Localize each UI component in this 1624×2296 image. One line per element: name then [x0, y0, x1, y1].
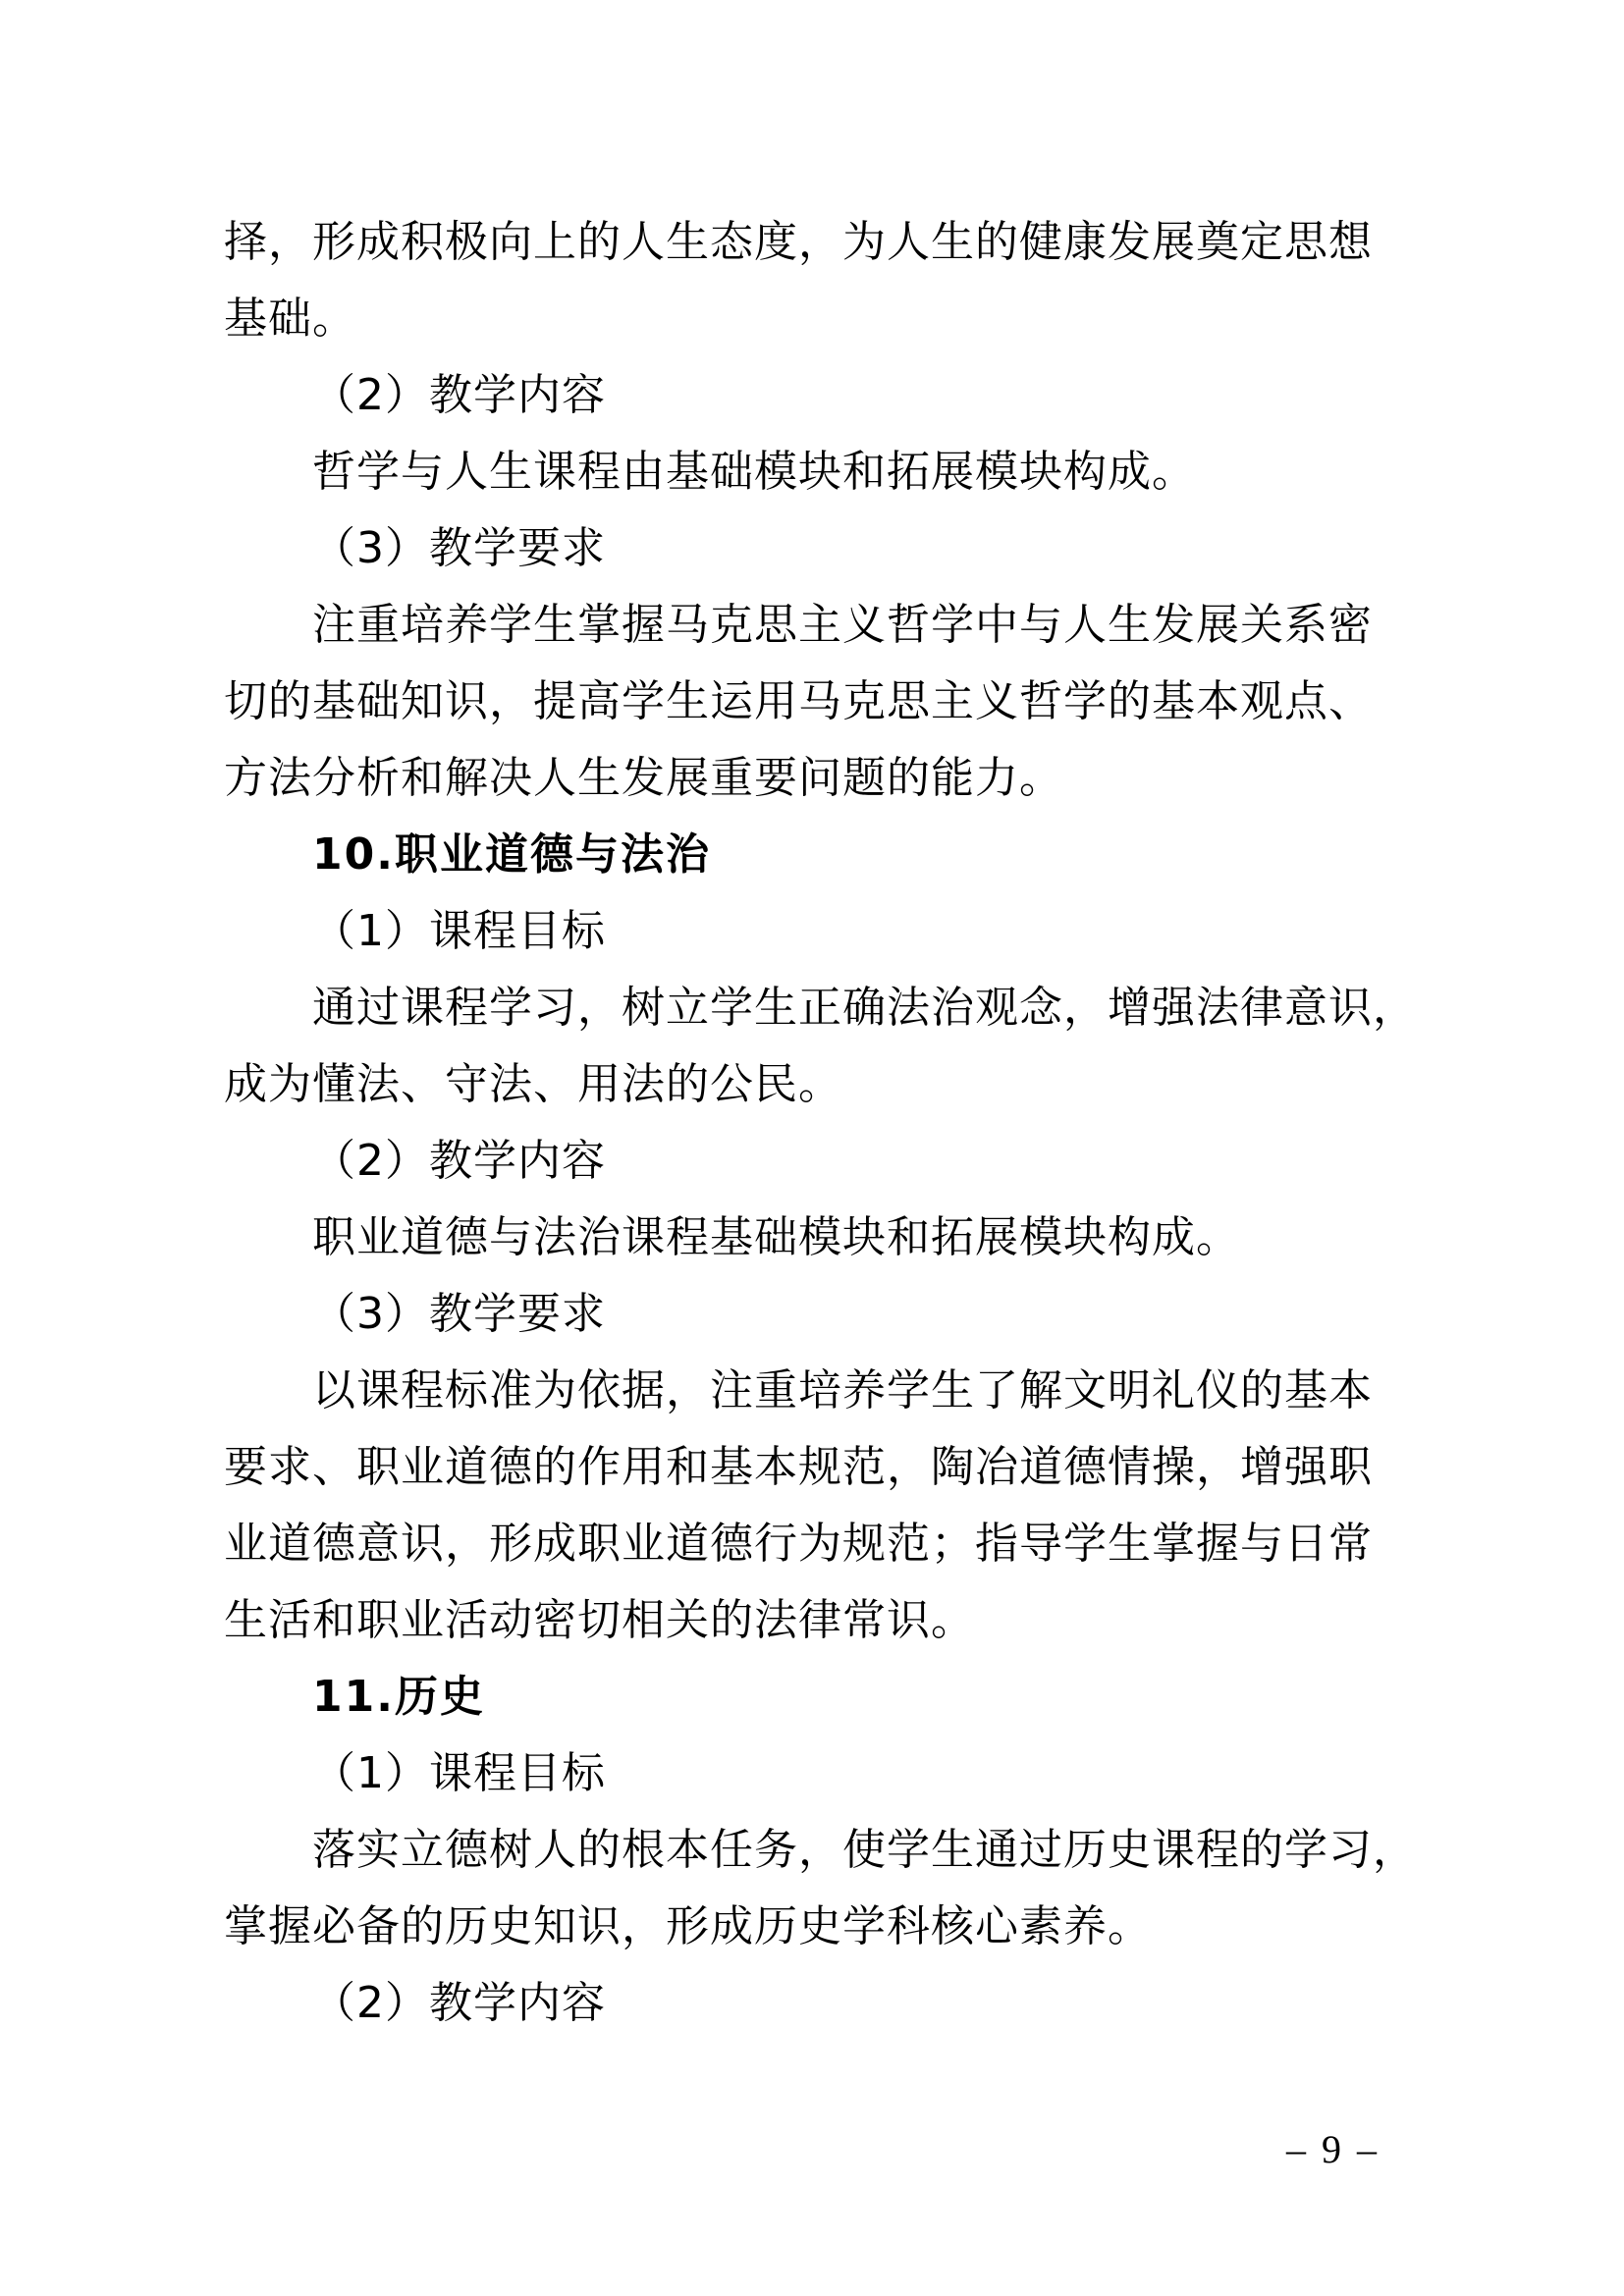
text-line: （3）教学要求 [312, 1289, 606, 1339]
text-line: 哲学与人生课程由基础模块和拓展模块构成。 [312, 447, 1196, 497]
text-line: （3）教学要求 [312, 523, 606, 573]
text-line: （2）教学内容 [312, 1136, 606, 1186]
text-line: 掌握必备的历史知识，形成历史学科核心素养。 [224, 1901, 1152, 1951]
text-line: 以课程标准为依据，注重培养学生了解文明礼仪的基本 [312, 1365, 1373, 1415]
text-line: 业道德意识，形成职业道德行为规范；指导学生掌握与日常 [224, 1519, 1373, 1569]
text-line: （1）课程目标 [312, 1748, 606, 1798]
text-line: （2）教学内容 [312, 1978, 606, 2028]
text-line: （1）课程目标 [312, 906, 606, 956]
text-line: 基础。 [224, 294, 356, 344]
document-body [224, 204, 1417, 2042]
text-line: （2）教学内容 [312, 370, 606, 420]
text-line: 切的基础知识，提高学生运用马克思主义哲学的基本观点、 [224, 676, 1373, 726]
text-line: 成为懂法、守法、用法的公民。 [224, 1059, 842, 1109]
text-line: 通过课程学习，树立学生正确法治观念，增强法律意识， [312, 983, 1417, 1033]
section-heading: 11.历史 [312, 1672, 485, 1722]
page-number: – 9 – [1286, 2127, 1377, 2171]
text-line: 职业道德与法治课程基础模块和拓展模块构成。 [312, 1212, 1240, 1262]
text-line: 落实立德树人的根本任务，使学生通过历史课程的学习， [312, 1825, 1417, 1875]
text-line: 择，形成积极向上的人生态度，为人生的健康发展奠定思想 [224, 217, 1373, 267]
text-line: 要求、职业道德的作用和基本规范，陶冶道德情操，增强职 [224, 1442, 1373, 1492]
text-line: 方法分析和解决人生发展重要问题的能力。 [224, 753, 1063, 803]
text-line: 生活和职业活动密切相关的法律常识。 [224, 1595, 975, 1645]
section-heading: 10.职业道德与法治 [312, 829, 711, 880]
text-line: 注重培养学生掌握马克思主义哲学中与人生发展关系密 [312, 600, 1373, 650]
